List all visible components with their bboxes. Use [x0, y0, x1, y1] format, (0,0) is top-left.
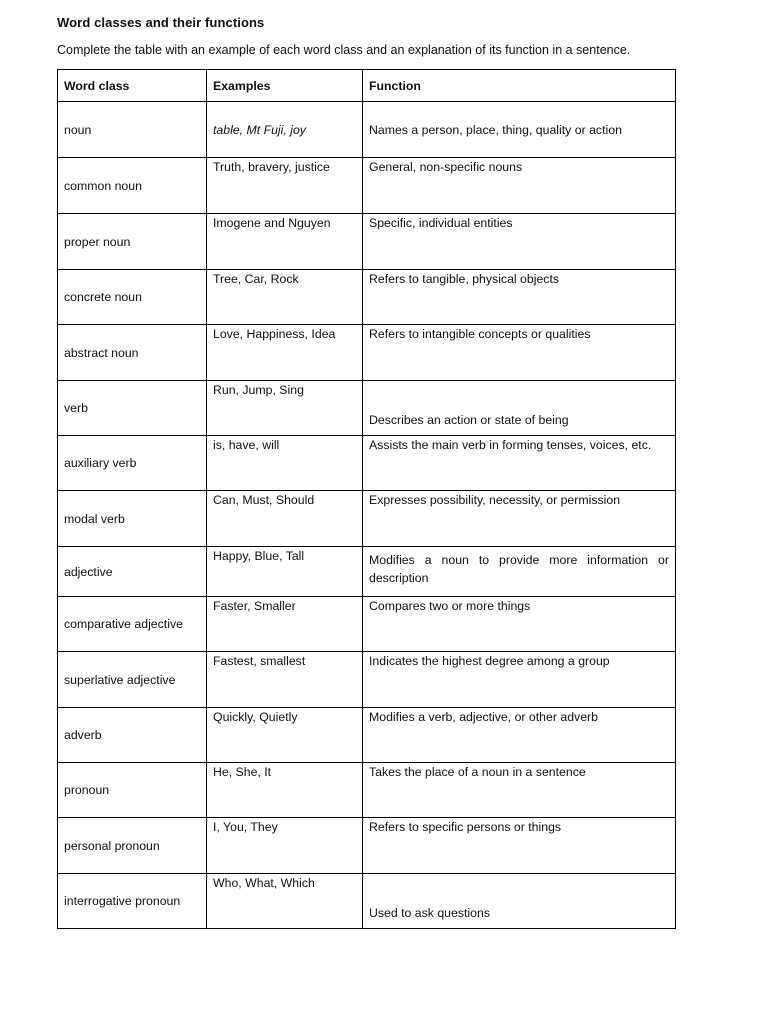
word-class-table — [57, 69, 676, 929]
function-cell: Specific, individual entities — [363, 214, 676, 270]
header-examples: Examples — [207, 70, 363, 102]
word-class-cell: noun — [58, 102, 207, 158]
function-cell: Compares two or more things — [363, 597, 676, 652]
function-cell: Modifies a verb, adjective, or other adverb — [363, 708, 676, 763]
table-row — [58, 325, 676, 381]
table-row — [58, 763, 676, 818]
function-cell: Refers to specific persons or things — [363, 818, 676, 874]
word-class-cell: interrogative pronoun — [58, 874, 207, 929]
table-header-row — [58, 70, 676, 102]
word-class-cell: abstract noun — [58, 325, 207, 381]
table-row — [58, 547, 676, 597]
function-cell: Expresses possibility, necessity, or permission — [363, 491, 676, 547]
function-cell: Used to ask questions — [363, 874, 676, 929]
examples-cell: Truth, bravery, justice — [207, 158, 363, 214]
examples-cell: Imogene and Nguyen — [207, 214, 363, 270]
word-class-cell: adverb — [58, 708, 207, 763]
word-class-cell: comparative adjective — [58, 597, 207, 652]
function-cell: Refers to intangible concepts or qualities — [363, 325, 676, 381]
word-class-cell: adjective — [58, 547, 207, 597]
examples-cell: is, have, will — [207, 436, 363, 491]
word-class-cell: auxiliary verb — [58, 436, 207, 491]
word-class-cell: superlative adjective — [58, 652, 207, 708]
table-row — [58, 102, 676, 158]
examples-cell: Can, Must, Should — [207, 491, 363, 547]
word-class-cell: common noun — [58, 158, 207, 214]
examples-cell: Love, Happiness, Idea — [207, 325, 363, 381]
table-row — [58, 818, 676, 874]
function-cell: Refers to tangible, physical objects — [363, 270, 676, 325]
table-row — [58, 708, 676, 763]
word-class-cell: pronoun — [58, 763, 207, 818]
word-class-cell: concrete noun — [58, 270, 207, 325]
function-cell: Indicates the highest degree among a group — [363, 652, 676, 708]
table-row — [58, 652, 676, 708]
word-class-cell: proper noun — [58, 214, 207, 270]
table-row — [58, 491, 676, 547]
examples-cell: Quickly, Quietly — [207, 708, 363, 763]
header-word-class: Word class — [58, 70, 207, 102]
word-class-cell: verb — [58, 381, 207, 436]
word-class-cell: modal verb — [58, 491, 207, 547]
table-row — [58, 158, 676, 214]
table-row — [58, 270, 676, 325]
examples-cell: Happy, Blue, Tall — [207, 547, 363, 597]
header-function: Function — [363, 70, 676, 102]
examples-cell: He, She, It — [207, 763, 363, 818]
examples-cell: Tree, Car, Rock — [207, 270, 363, 325]
function-cell: Modifies a noun to provide more information or description — [363, 547, 676, 597]
function-cell: Assists the main verb in forming tenses, voices, etc. — [363, 436, 676, 491]
examples-cell: Who, What, Which — [207, 874, 363, 929]
function-cell: Describes an action or state of being — [363, 381, 676, 436]
instructions-text: Complete the table with an example of each word class and an explanation of its function in a sentence. — [57, 43, 631, 57]
examples-cell: Run, Jump, Sing — [207, 381, 363, 436]
word-class-cell: personal pronoun — [58, 818, 207, 874]
function-cell: General, non-specific nouns — [363, 158, 676, 214]
table-row — [58, 381, 676, 436]
examples-cell: Fastest, smallest — [207, 652, 363, 708]
examples-cell: table, Mt Fuji, joy — [207, 102, 363, 158]
function-cell: Names a person, place, thing, quality or action — [363, 102, 676, 158]
examples-cell: I, You, They — [207, 818, 363, 874]
table-row — [58, 214, 676, 270]
table-row — [58, 597, 676, 652]
table-row — [58, 874, 676, 929]
page-title: Word classes and their functions — [57, 15, 265, 30]
examples-cell: Faster, Smaller — [207, 597, 363, 652]
table-row — [58, 436, 676, 491]
function-cell: Takes the place of a noun in a sentence — [363, 763, 676, 818]
